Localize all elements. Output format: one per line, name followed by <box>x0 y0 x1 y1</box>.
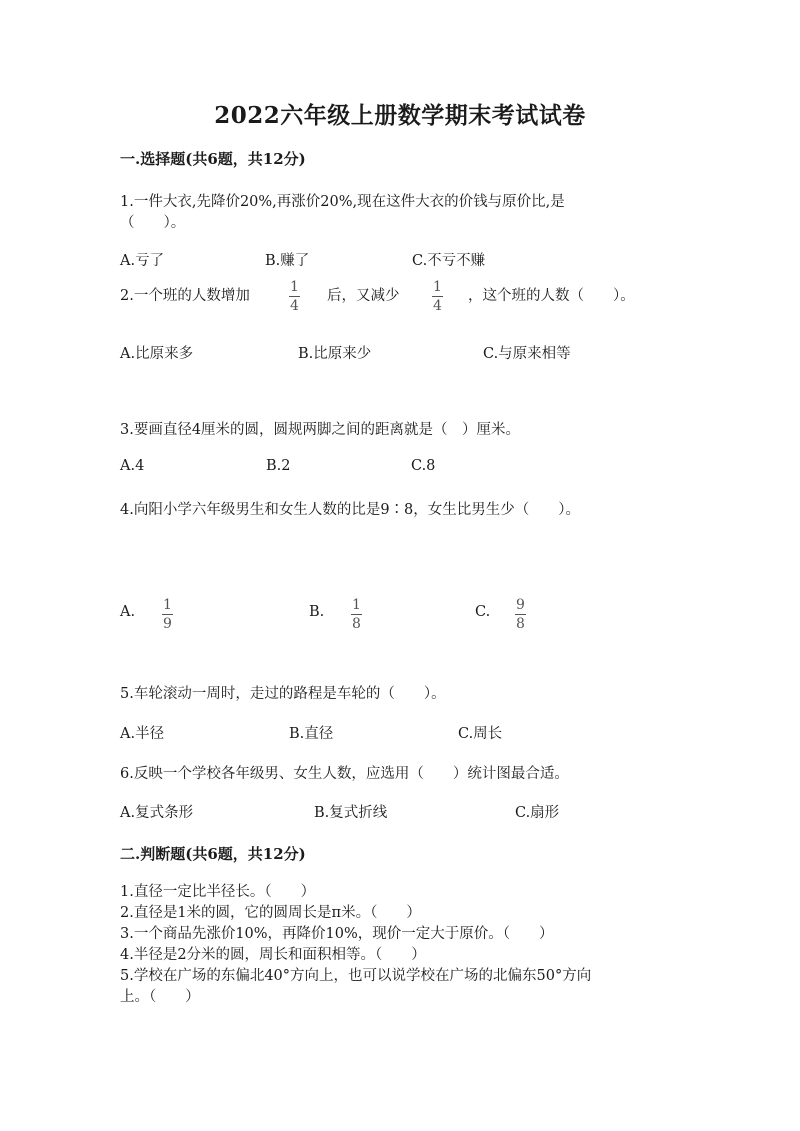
question-1-option-b: B.赚了 <box>265 253 310 269</box>
judgement-item-5: 5.学校在广场的东偏北40°方向上，也可以说学校在广场的北偏东50°方向 <box>120 968 592 984</box>
fraction-denominator: 9 <box>163 616 172 632</box>
question-4-text: 4.向阳小学六年级男生和女生人数的比是9∶8，女生比男生少（ ）。 <box>120 502 581 518</box>
fraction-denominator: 4 <box>433 298 442 314</box>
question-4-option-b-fraction <box>351 597 362 632</box>
fraction-bar <box>432 296 443 297</box>
question-2-option-a: A.比原来多 <box>120 346 194 362</box>
fraction-numerator: 1 <box>163 597 172 613</box>
judgement-item-2: 2.直径是1米的圆，它的圆周长是π米。（ ） <box>120 905 421 921</box>
question-4-option-c-label: C. <box>475 604 491 620</box>
question-6-option-a: A.复式条形 <box>120 805 194 821</box>
question-1-line1: 1.一件大衣,先降价20%,再涨价20%,现在这件大衣的价钱与原价比,是 <box>120 194 565 210</box>
fraction-bar <box>289 296 300 297</box>
section-heading-choice: 一.选择题(共6题，共12分) <box>120 150 306 168</box>
question-2-part1: 2.一个班的人数增加 <box>120 288 250 304</box>
question-2-option-c: C.与原来相等 <box>483 346 571 362</box>
fraction-denominator: 8 <box>352 616 361 632</box>
page-title: 2022六年级上册数学期末考试试卷 <box>214 102 586 129</box>
question-1-line2: （ ）。 <box>120 215 186 231</box>
question-6-text: 6.反映一个学校各年级男、女生人数，应选用（ ）统计图最合适。 <box>120 766 569 782</box>
question-6-option-c: C.扇形 <box>515 805 560 821</box>
judgement-item-4: 4.半径是2分米的圆，周长和面积相等。（ ） <box>120 947 426 963</box>
fraction-numerator: 1 <box>290 279 299 295</box>
question-3-option-b: B.2 <box>266 458 291 474</box>
question-5-option-c: C.周长 <box>458 726 503 742</box>
fraction-numerator: 1 <box>352 597 361 613</box>
fraction-numerator: 9 <box>516 597 525 613</box>
question-3-option-c: C.8 <box>411 458 436 474</box>
question-2-option-b: B.比原来少 <box>298 346 372 362</box>
judgement-item-1: 1.直径一定比半径长。（ ） <box>120 884 316 900</box>
question-4-option-a-fraction <box>162 597 173 632</box>
fraction-bar <box>162 614 173 615</box>
question-5-option-a: A.半径 <box>120 726 165 742</box>
question-3-text: 3.要画直径4厘米的圆，圆规两脚之间的距离就是（ ）厘米。 <box>120 422 521 438</box>
question-3-option-a: A.4 <box>120 458 145 474</box>
question-2-fraction-2 <box>432 279 443 314</box>
question-1-option-a: A.亏了 <box>120 253 165 269</box>
judgement-item-3: 3.一个商品先涨价10%，再降价10%，现价一定大于原价。（ ） <box>120 926 554 942</box>
fraction-bar <box>351 614 362 615</box>
question-4-option-b-label: B. <box>309 604 325 620</box>
fraction-numerator: 1 <box>433 279 442 295</box>
fraction-denominator: 4 <box>290 298 299 314</box>
section-heading-judgement: 二.判断题(共6题，共12分) <box>120 845 306 863</box>
question-2-fraction-1 <box>289 279 300 314</box>
question-1-option-c: C.不亏不赚 <box>412 253 486 269</box>
question-4-option-c-fraction <box>515 597 526 632</box>
fraction-denominator: 8 <box>516 616 525 632</box>
question-4-option-a-label: A. <box>120 604 136 620</box>
judgement-item-5-continued: 上。（ ） <box>120 989 200 1005</box>
question-2-part2: 后，又减少 <box>327 288 400 304</box>
fraction-bar <box>515 614 526 615</box>
question-5-text: 5.车轮滚动一周时，走过的路程是车轮的（ ）。 <box>120 686 446 702</box>
question-2-part3: ，这个班的人数（ ）。 <box>468 288 635 304</box>
question-6-option-b: B.复式折线 <box>314 805 388 821</box>
question-5-option-b: B.直径 <box>289 726 334 742</box>
